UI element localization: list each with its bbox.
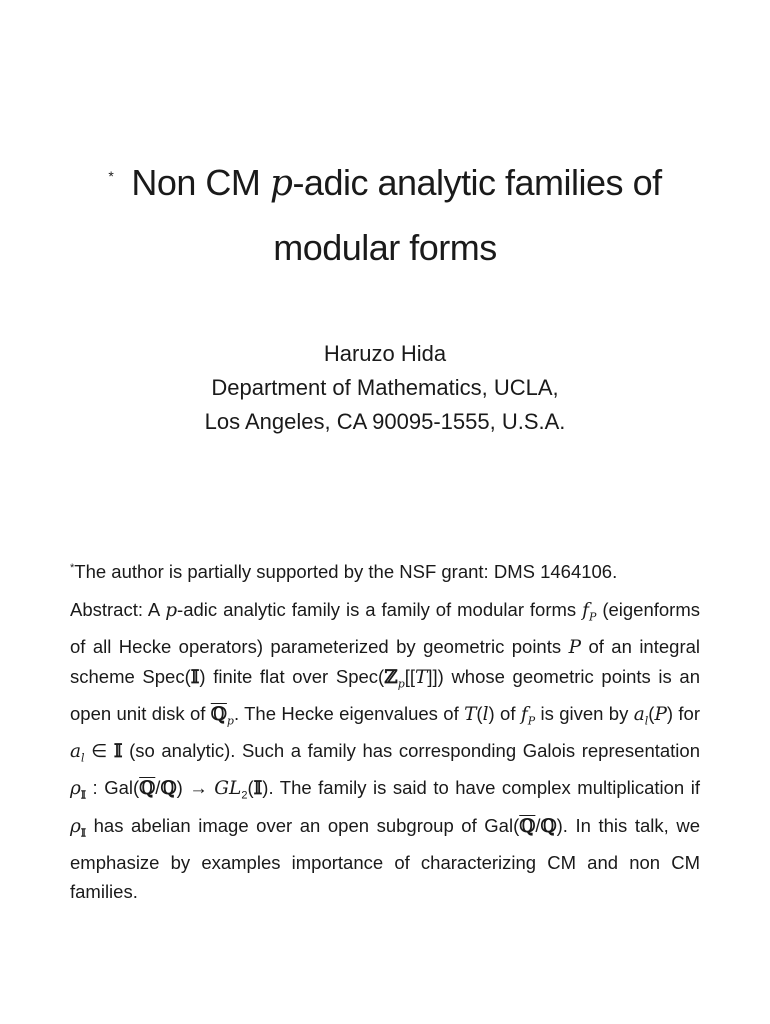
author-block	[60, 337, 710, 439]
abstract-text: ). The family is said to have complex multiplication if	[262, 776, 700, 798]
math-f: f	[520, 703, 528, 725]
math-I: 𝕀	[113, 740, 123, 762]
math-T: T	[415, 667, 428, 689]
math-sub-P: P	[588, 610, 597, 624]
math-Q-bar: ℚ	[210, 703, 227, 725]
math-sub-p: p	[226, 714, 234, 728]
math-Z: ℤ	[384, 667, 398, 689]
paper-title	[60, 148, 710, 292]
abstract-text: ) for	[666, 702, 701, 724]
abstract-text: ]]) whose geometric points is an open unit disk of	[70, 666, 700, 724]
abstract-text: (	[247, 776, 254, 798]
math-a: a	[633, 703, 645, 725]
abstract-text: (so analytic). Such a family has corresponding Galois representation	[122, 739, 700, 761]
math-sub-I: 𝕀	[80, 788, 87, 802]
math-sub-l: l	[644, 714, 649, 728]
abstract-text: has abelian image over an open subgroup of Gal(	[86, 814, 520, 836]
math-T: T	[464, 703, 477, 725]
abstract-text: /	[535, 814, 541, 836]
math-rho: ρ	[70, 777, 81, 799]
abstract-text: (eigenforms of all Hecke operators) parameterized by geometric points	[70, 599, 700, 657]
abstract-text: -adic analytic family is a family of modular forms	[177, 599, 583, 620]
abstract-text: [[	[404, 666, 416, 688]
math-p: p	[165, 600, 178, 621]
title-line-2: modular forms	[273, 227, 497, 268]
math-Q: ℚ	[540, 815, 557, 837]
author-department: Department of Mathematics, UCLA,	[211, 375, 559, 400]
math-sub-p: p	[397, 677, 405, 691]
title-math-p: p	[269, 163, 293, 204]
title-text-b: -adic analytic families of	[292, 162, 662, 203]
math-I: 𝕀	[190, 667, 200, 689]
title-text-a: Non CM	[131, 162, 270, 203]
abstract-text: (	[648, 702, 655, 724]
math-I: 𝕀	[253, 777, 263, 799]
footnote	[70, 555, 710, 585]
math-sub-2: 2	[241, 789, 248, 802]
author-name: Haruzo Hida	[323, 341, 447, 366]
footnote-star: *	[70, 562, 75, 574]
title-line-1	[60, 148, 710, 220]
math-Q: ℚ	[160, 777, 177, 799]
abstract-text: of an integral scheme Spec(	[70, 635, 700, 688]
abstract-text: ) →	[176, 776, 215, 798]
math-Q-bar: ℚ	[519, 815, 536, 837]
math-sub-P: P	[527, 714, 536, 728]
footnote-text: The author is partially supported by the NSF grant: DMS 1464106.	[74, 561, 618, 582]
abstract-text: ) finite flat over Spec(	[199, 666, 385, 688]
abstract-text: ) of	[488, 702, 521, 724]
math-P: P	[568, 636, 582, 658]
author-address: Los Angeles, CA 90095-1555, U.S.A.	[204, 409, 566, 434]
math-a: a	[70, 740, 82, 762]
math-l: l	[482, 703, 489, 725]
math-GL: GL	[214, 777, 242, 799]
math-Q-bar: ℚ	[139, 777, 156, 799]
abstract-text: is given by	[535, 702, 634, 724]
math-sub-I: 𝕀	[80, 826, 87, 840]
abstract	[70, 595, 700, 906]
abstract-text: : Gal(	[86, 776, 140, 798]
math-f: f	[582, 600, 589, 621]
abstract-text: Abstract: A	[70, 599, 166, 620]
math-rho: ρ	[70, 815, 81, 837]
abstract-text: (	[476, 702, 483, 724]
abstract-text: . The Hecke eigenvalues of	[233, 702, 465, 724]
abstract-text: ∈	[84, 739, 114, 761]
abstract-text: ). In this talk, we emphasize by examples importance of characterizing CM and non CM families.	[70, 814, 700, 902]
title-star-marker: *	[108, 168, 114, 184]
math-P: P	[654, 703, 667, 725]
abstract-text: /	[155, 776, 161, 798]
math-sub-l: l	[81, 751, 85, 765]
